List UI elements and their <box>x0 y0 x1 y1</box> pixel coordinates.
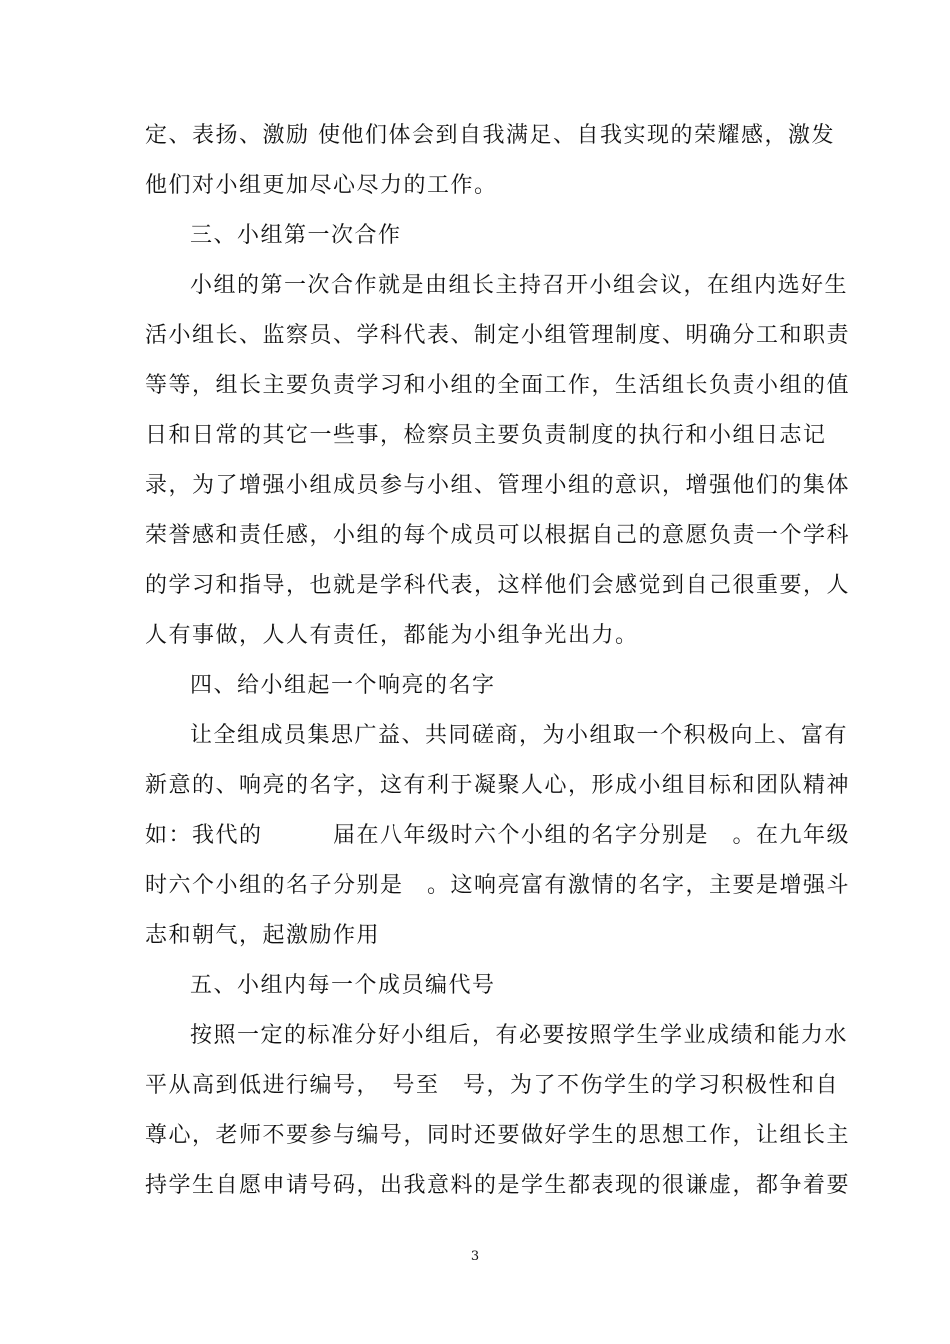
text-line: 新意的、响亮的名字，这有利于凝聚人心，形成小组目标和团队精神 <box>145 773 851 798</box>
text-line: 时六个小组的名子分别是 。这响亮富有激情的名字，主要是增强斗 <box>145 873 851 898</box>
text-line: 尊心，老师不要参与编号，同时还要做好学生的思想工作，让组长主 <box>145 1123 851 1148</box>
text-line: 按照一定的标准分好小组后，有必要按照学生学业成绩和能力水 <box>190 1023 849 1048</box>
text-line: 平从高到低进行编号， 号至 号，为了不伤学生的学习积极性和自 <box>145 1073 840 1098</box>
page-number: 3 <box>470 1249 480 1264</box>
text-line: 日和日常的其它一些事，检察员主要负责制度的执行和小组日志记 <box>145 423 827 448</box>
text-line: 人有事做，人人有责任，都能为小组争光出力。 <box>145 623 639 648</box>
text-line: 让全组成员集思广益、共同磋商，为小组取一个积极向上、富有 <box>190 723 849 748</box>
text-line: 持学生自愿申请号码，出我意料的是学生都表现的很谦虚，都争着要 <box>145 1173 851 1198</box>
text-line: 的学习和指导，也就是学科代表，这样他们会感觉到自己很重要，人 <box>145 573 851 598</box>
section-heading: 四、给小组起一个响亮的名字 <box>190 673 496 698</box>
text-line: 等等，组长主要负责学习和小组的全面工作，生活组长负责小组的值 <box>145 373 851 398</box>
text-line: 小组的第一次合作就是由组长主持召开小组会议，在组内选好生 <box>190 273 849 298</box>
section-heading: 五、小组内每一个成员编代号 <box>190 973 496 998</box>
text-line: 他们对小组更加尽心尽力的工作。 <box>145 173 498 198</box>
text-line: 活小组长、监察员、学科代表、制定小组管理制度、明确分工和职责 <box>145 323 851 348</box>
section-heading: 三、小组第一次合作 <box>190 223 402 248</box>
text-line: 荣誉感和责任感，小组的每个成员可以根据自己的意愿负责一个学科 <box>145 523 851 548</box>
text-line: 如：我代的 届在八年级时六个小组的名字分别是 。在九年级 <box>145 823 851 848</box>
text-line: 录，为了增强小组成员参与小组、管理小组的意识，增强他们的集体 <box>145 473 851 498</box>
text-line: 志和朝气，起激励作用 <box>145 923 381 948</box>
text-line: 定、表扬、激励 使他们体会到自我满足、自我实现的荣耀感，激发 <box>145 123 835 148</box>
